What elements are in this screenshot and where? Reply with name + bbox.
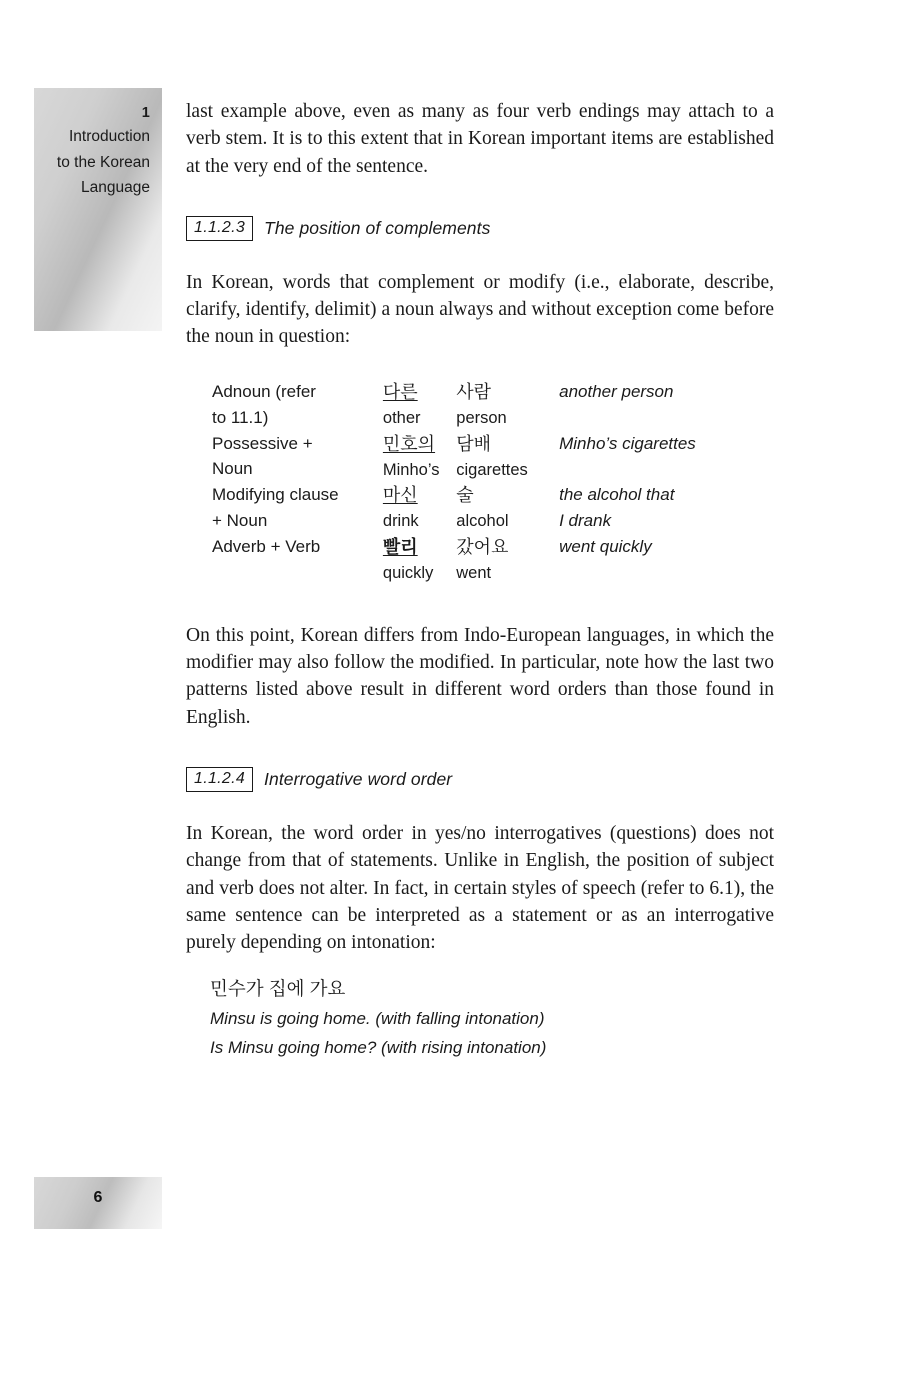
example-korean-1-cell: [383, 482, 456, 534]
example-translation-cell: [559, 534, 774, 586]
example-korean-1-gloss: drink: [382, 512, 419, 531]
example-translation-line-2: I drank: [559, 510, 612, 530]
running-head-tab: [34, 88, 162, 331]
example-korean-1: 빨리: [382, 537, 418, 558]
example-korean-1-gloss: Minho’s: [382, 460, 440, 479]
example-label-line-2: + Noun: [212, 511, 268, 531]
example-translation-cell: [559, 431, 774, 483]
example-korean-2-cell: [456, 379, 559, 431]
sentence-korean: 민수가 집에 가요: [210, 978, 346, 1000]
example-korean-2-gloss: went: [456, 564, 492, 583]
section-heading-1124: [186, 767, 774, 792]
example-label-line-1: Adnoun (refer: [212, 381, 316, 401]
example-label-line-2: to 11.1): [212, 407, 269, 427]
section-number: 1.1.2.4: [186, 767, 253, 792]
sentence-reading-question: Is Minsu going home? (with rising intonation): [210, 1038, 547, 1058]
example-korean-2-gloss: person: [456, 408, 507, 427]
example-label-line-2: Noun: [212, 459, 253, 479]
section-title: Interrogative word order: [264, 768, 453, 789]
example-korean-2-gloss: cigarettes: [456, 460, 528, 479]
table-row: [212, 534, 774, 586]
paragraph-indo-european: On this point, Korean differs from Indo-European languages, in which the modifier may also follow the modified. In particular, note how the last two patterns listed above result in different word orders than those found in English.: [186, 624, 774, 728]
example-translation-line-1: Minho’s cigarettes: [559, 433, 696, 453]
example-korean-2: 담배: [456, 433, 492, 454]
example-label-cell: [212, 431, 383, 483]
example-korean-1-gloss: quickly: [382, 564, 434, 583]
table-row: [212, 482, 774, 534]
paragraph-continuation: last example above, even as many as four verb endings may attach to a verb stem. It is to this extent that in Korean important items are established at the very end of the sentence.: [186, 101, 774, 177]
examples-table: [212, 379, 774, 586]
example-korean-1: 다른: [382, 381, 418, 402]
page-number-tab: [34, 1177, 162, 1229]
chapter-title-line-1: Introduction: [69, 128, 150, 146]
example-korean-1: 마신: [382, 485, 418, 506]
sentence-reading-statement: Minsu is going home. (with falling intonation): [210, 1009, 545, 1029]
section-heading-1123: [186, 216, 774, 241]
sentence-example-block: [210, 974, 774, 1062]
example-korean-2-cell: [456, 534, 559, 586]
paragraph-interrogatives: In Korean, the word order in yes/no interrogatives (questions) does not change from that of statements. Unlike in English, the position of subject and verb does not alter. In fact, in certain styles of speech (refer to 6.1), the same sentence can be interpreted as a statement or as an interrogative purely depending on intonation:: [186, 822, 774, 954]
chapter-title-line-3: Language: [81, 178, 150, 196]
example-korean-2: 갔어요: [456, 537, 509, 558]
page-number: 6: [93, 1189, 103, 1206]
example-label-cell: [212, 534, 383, 586]
example-translation-line-1: the alcohol that: [559, 485, 675, 505]
example-korean-1-cell: [383, 379, 456, 431]
example-korean-2: 사람: [456, 381, 492, 402]
page-content: [186, 98, 774, 1063]
example-korean-1-cell: [383, 534, 456, 586]
example-translation-line-1: another person: [559, 381, 674, 401]
section-number: 1.1.2.3: [186, 216, 253, 241]
example-korean-1: 민호의: [382, 433, 436, 454]
example-label-line-1: Possessive +: [212, 433, 313, 453]
paragraph-complements-intro: In Korean, words that complement or modify (i.e., elaborate, describe, clarify, identify, delimit) a noun always and without exception come before the noun in question:: [186, 271, 774, 348]
chapter-number: 1: [141, 105, 150, 121]
section-title: The position of complements: [264, 217, 491, 238]
example-translation-cell: [559, 482, 774, 534]
table-row: [212, 379, 774, 431]
example-label-cell: [212, 379, 383, 431]
table-row: [212, 431, 774, 483]
example-label-cell: [212, 482, 383, 534]
example-korean-1-cell: [383, 431, 456, 483]
chapter-title-line-2: to the Korean: [56, 153, 150, 171]
example-korean-2: 술: [456, 485, 474, 506]
example-label-line-1: Adverb + Verb: [212, 537, 321, 557]
example-korean-2-cell: [456, 482, 559, 534]
example-korean-1-gloss: other: [382, 408, 421, 427]
example-korean-2-cell: [456, 431, 559, 483]
example-translation-cell: [559, 379, 774, 431]
example-label-line-1: Modifying clause: [212, 485, 339, 505]
example-translation-line-1: went quickly: [559, 537, 652, 557]
example-korean-2-gloss: alcohol: [456, 512, 509, 531]
